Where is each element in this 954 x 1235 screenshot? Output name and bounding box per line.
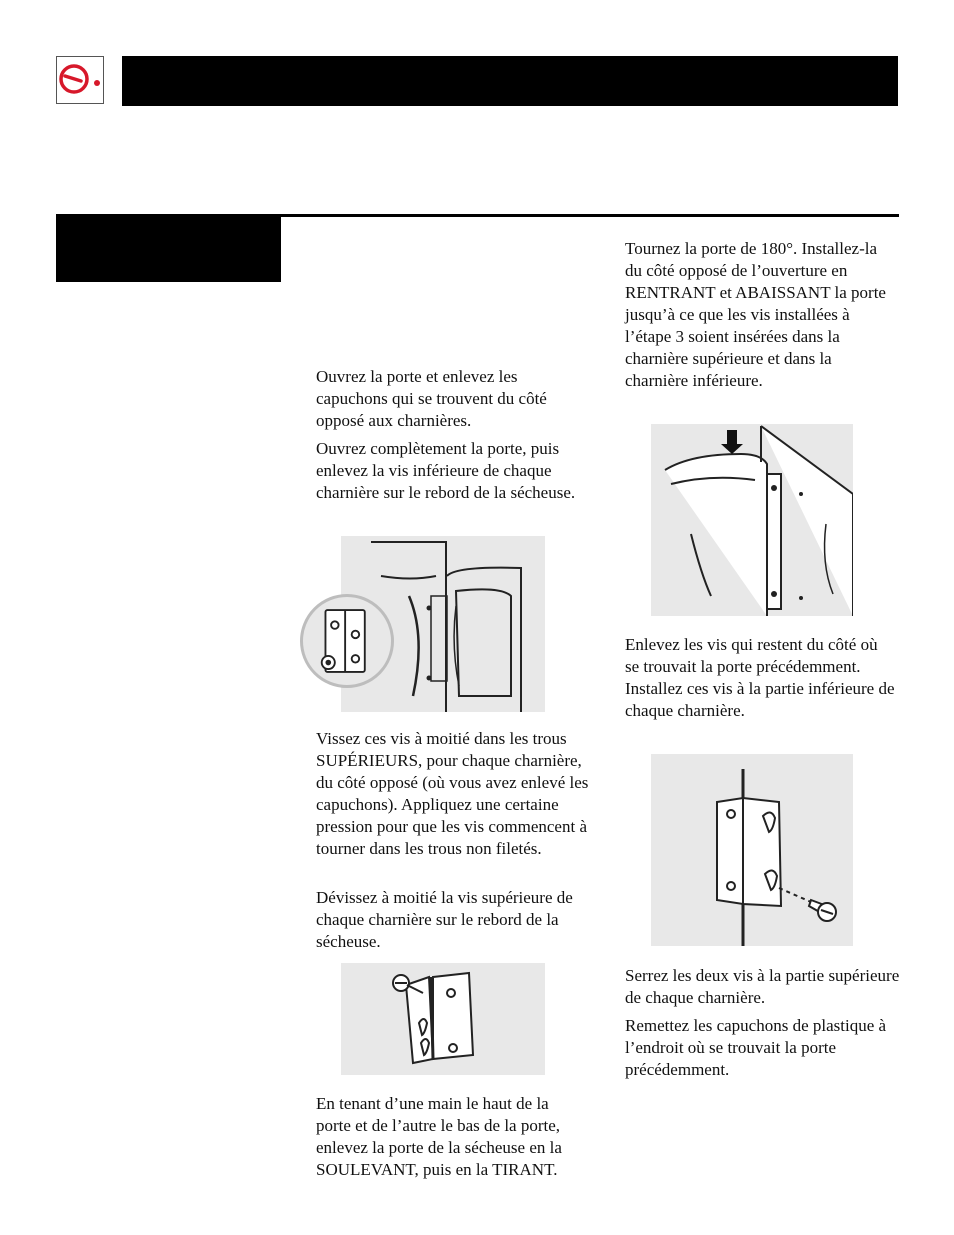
section-label-block: [56, 217, 281, 282]
step-2-text: Ouvrez complètement la porte, puis enlevez la vis inférieure de chaque charnière sur le rebord de la sécheuse.: [316, 439, 576, 502]
step-5-text: En tenant d’une main le haut de la porte et de l’autre le bas de la porte, enlevez la porte de la sécheuse en la SOULEVANT, puis en la TIRANT.: [316, 1094, 562, 1179]
step-3-text: Vissez ces vis à moitié dans les trous SUPÉRIEURS, pour chaque charnière, du côté opposé (où vous avez enlevé les capuchons). Appliquez une certaine pression pour que les vis commencent à tourner dans les trous non filetés.: [316, 729, 589, 858]
hinge-zoom-circle: [300, 594, 394, 688]
header-bar: [122, 56, 898, 106]
step-8-text: Serrez les deux vis à la partie supérieure de chaque charnière.: [625, 966, 900, 1007]
step-7-text: Enlevez les vis qui restent du côté où se trouvait la porte précédemment. Installez ces vis à la partie inférieure de chaque charnière.: [625, 635, 895, 720]
screw-icon: [809, 900, 836, 921]
step-1-text: Ouvrez la porte et enlevez les capuchons qui se trouvent du côté opposé aux charnières.: [316, 367, 547, 430]
dryer-logo-icon: [57, 57, 103, 103]
hinge-screw-illustration: [341, 963, 545, 1075]
brand-logo: [56, 56, 104, 104]
step-6-text: Tournez la porte de 180°. Installez-la du côté opposé de l’ouverture en RENTRANT et ABAISSANT la porte jusqu’à ce que les vis installées à l’étape 3 soient insérées dans la charnière supérieure et dans la charnière inférieure.: [625, 239, 886, 390]
door-install-illustration: [651, 424, 853, 616]
down-arrow-icon: [721, 430, 743, 454]
hinge-icon: [303, 597, 391, 685]
hinge-bottom-screw-illustration: [651, 754, 853, 946]
step-9-text: Remettez les capuchons de plastique à l’endroit où se trouvait la porte précédemment.: [625, 1016, 887, 1079]
step-4-text: Dévissez à moitié la vis supérieure de chaque charnière sur le rebord de la sécheuse.: [316, 888, 573, 951]
